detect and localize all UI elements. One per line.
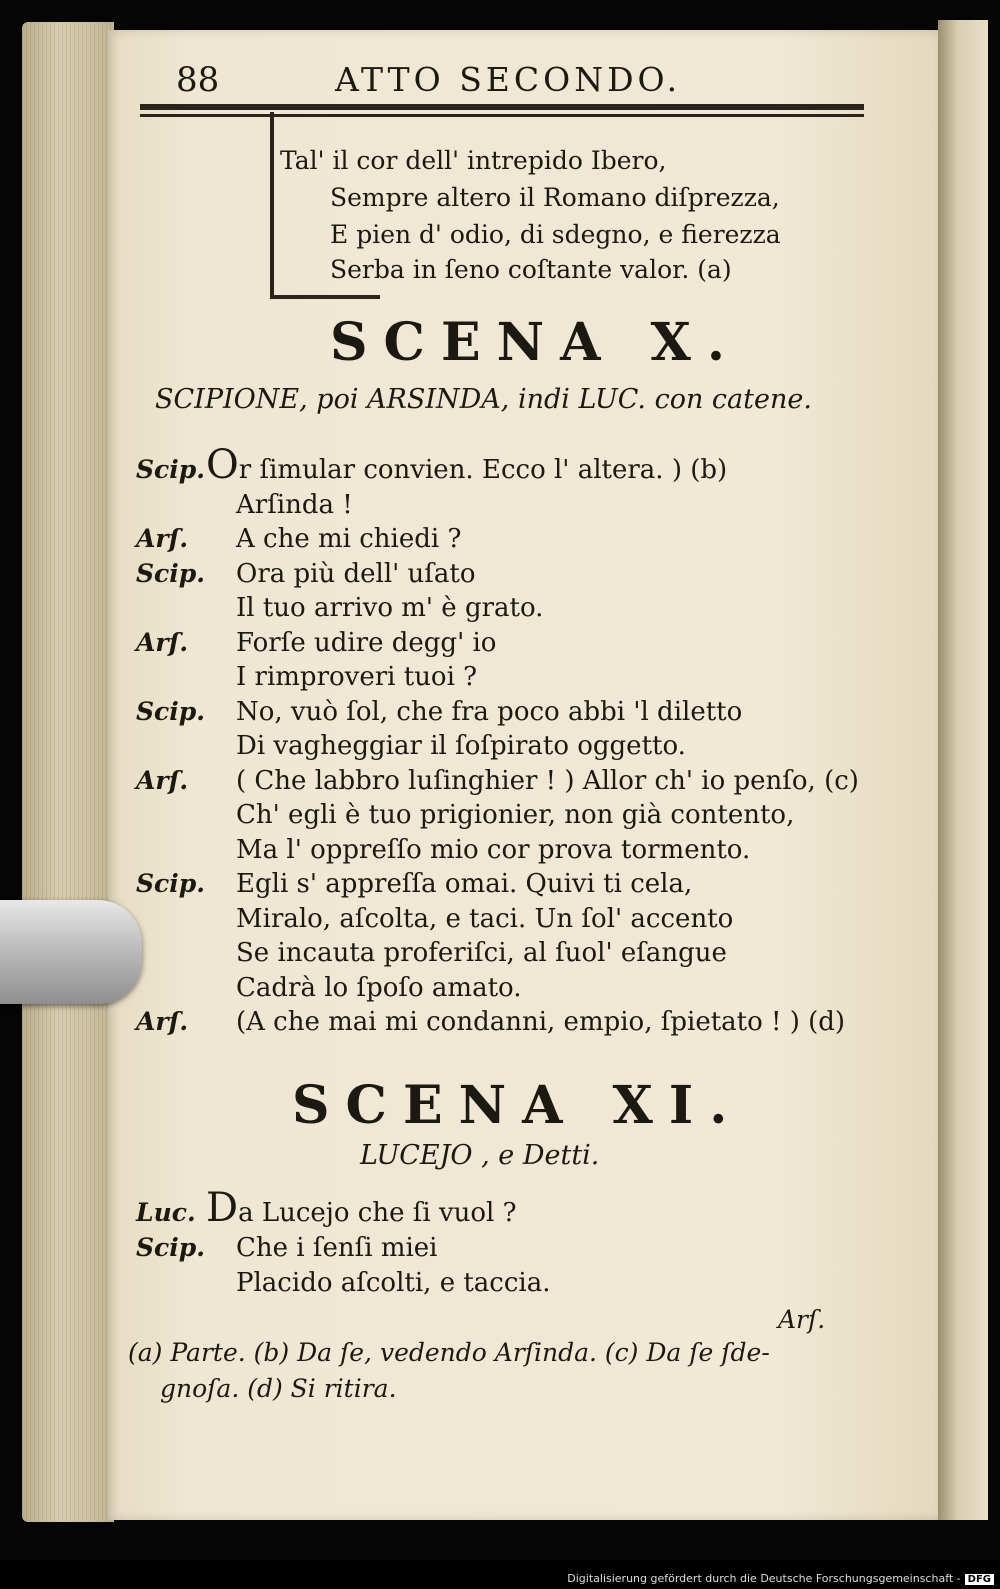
verse-line: Tal' il cor dell' intrepido Ibero, [280,146,667,175]
scene-cast: LUCEJO , e Detti. [360,1140,600,1171]
speaker-label: Scip. [136,455,205,484]
dialogue-line [236,904,733,934]
dialogue-line [236,628,496,658]
dialogue-text: Il tuo arrivo m' è grato. [236,593,544,623]
dialogue-text: Cadrà lo ſpoſo amato. [236,972,522,1003]
credit-text: Digitalisierung gefördert durch die Deutsche Forschungsgemeinschaft - [567,1572,961,1585]
page-number: 88 [176,60,220,100]
dialogue-line [236,1233,438,1263]
dialogue-line [236,973,522,1003]
dialogue-line [236,938,727,968]
dialogue-text: I rimproveri tuoi ? [236,662,478,692]
dialogue-text: Miralo, aſcolta, e taci. Un ſol' accento [236,903,734,934]
dialogue-text: Se incauta proferiſci, al ſuol' eſangue [236,938,727,968]
header-rule [140,104,864,110]
speaker-label: Scip. [136,869,205,898]
dialogue-line [236,524,461,554]
speaker-label: Arſ. [136,627,189,657]
header-rule-thin [140,114,864,117]
dialogue-text: Ma l' oppreſſo mio cor prova tormento. [236,834,751,865]
running-title: ATTO SECONDO. [335,60,682,99]
speaker-label: Arſ. [136,524,189,553]
speaker-label: Scip. [136,558,205,588]
dialogue-text: Egli s' appreſſa omai. Quivi ti cela, [236,869,693,899]
verse-line: Serba in ſeno coſtante valor. (a) [330,255,732,284]
footnote-line: (a) Parte. (b) Da ſe, vedendo Arſinda. (c) Da ſe ſde- [128,1338,770,1367]
dialogue-text: Di vagheggiar il ſoſpirato oggetto. [236,731,686,761]
verse-bracket [270,112,274,298]
verse-line: Sempre altero il Romano diſprezza, [330,183,780,212]
dialogue-text: Ora più dell' uſato [236,558,476,589]
dialogue-line [236,593,543,623]
drop-capital: O [206,442,239,488]
footnote-line: gnoſa. (d) Si ritira. [160,1374,397,1403]
dialogue-text: Forſe udire degg' io [236,627,497,658]
dialogue-line [236,490,353,520]
dialogue-line [236,731,686,761]
scene-cast: SCIPIONE, poi ARSINDA, indi LUC. con catene. [155,384,812,415]
speaker-label: Arſ. [136,1007,189,1036]
verse-bracket-foot [270,295,380,299]
dialogue-line [206,1185,517,1231]
dialogue-line [236,662,477,692]
dialogue-line [236,559,476,589]
digitization-credit [567,1572,994,1585]
verse-line: E pien d' odio, di sdegno, e fierezza [330,220,781,249]
facing-page-edge [938,20,988,1520]
dialogue-line [236,1268,551,1298]
speaker-label: Arſ. [136,765,189,795]
scene-heading: SCENA XI. [292,1075,744,1136]
page-edges [22,22,114,1522]
dialogue-text: (A che mai mi condanni, empio, ſpietato ! ) (d) [236,1007,846,1037]
dialogue-text: ( Che labbro luſinghier ! ) Allor ch' io penſo, (c) [236,765,859,796]
scanner-thumb-clip [0,900,142,1004]
speaker-label: Scip. [136,1233,205,1262]
dialogue-line [236,800,794,830]
dialogue-text: r ſimular convien. Ecco l' altera. ) (b) [238,455,728,485]
dialogue-line [236,1007,845,1037]
dialogue-line [236,835,750,865]
dialogue-text: Arſinda ! [236,489,353,520]
drop-capital: D [206,1185,239,1231]
dialogue-text: Placido aſcolti, e taccia. [236,1268,551,1298]
catchword: Arſ. [778,1305,826,1334]
dialogue-text: A che mi chiedi ? [236,524,462,554]
dialogue-text: Che i ſenſi miei [236,1233,438,1263]
dfg-logo: DFG [965,1574,994,1585]
speaker-label: Scip. [136,696,205,726]
dialogue-text: a Lucejo che ſi vuol ? [238,1198,517,1228]
dialogue-text: No, vuò ſol, che fra poco abbi 'l diletto [236,696,743,727]
dialogue-line [206,442,728,488]
dialogue-text: Ch' egli è tuo prigionier, non già contento, [236,800,795,830]
dialogue-line [236,697,742,727]
speaker-label: Luc. [136,1198,196,1227]
dialogue-line [236,869,692,899]
dialogue-line [236,766,859,796]
scene-heading: SCENA X. [330,312,742,373]
